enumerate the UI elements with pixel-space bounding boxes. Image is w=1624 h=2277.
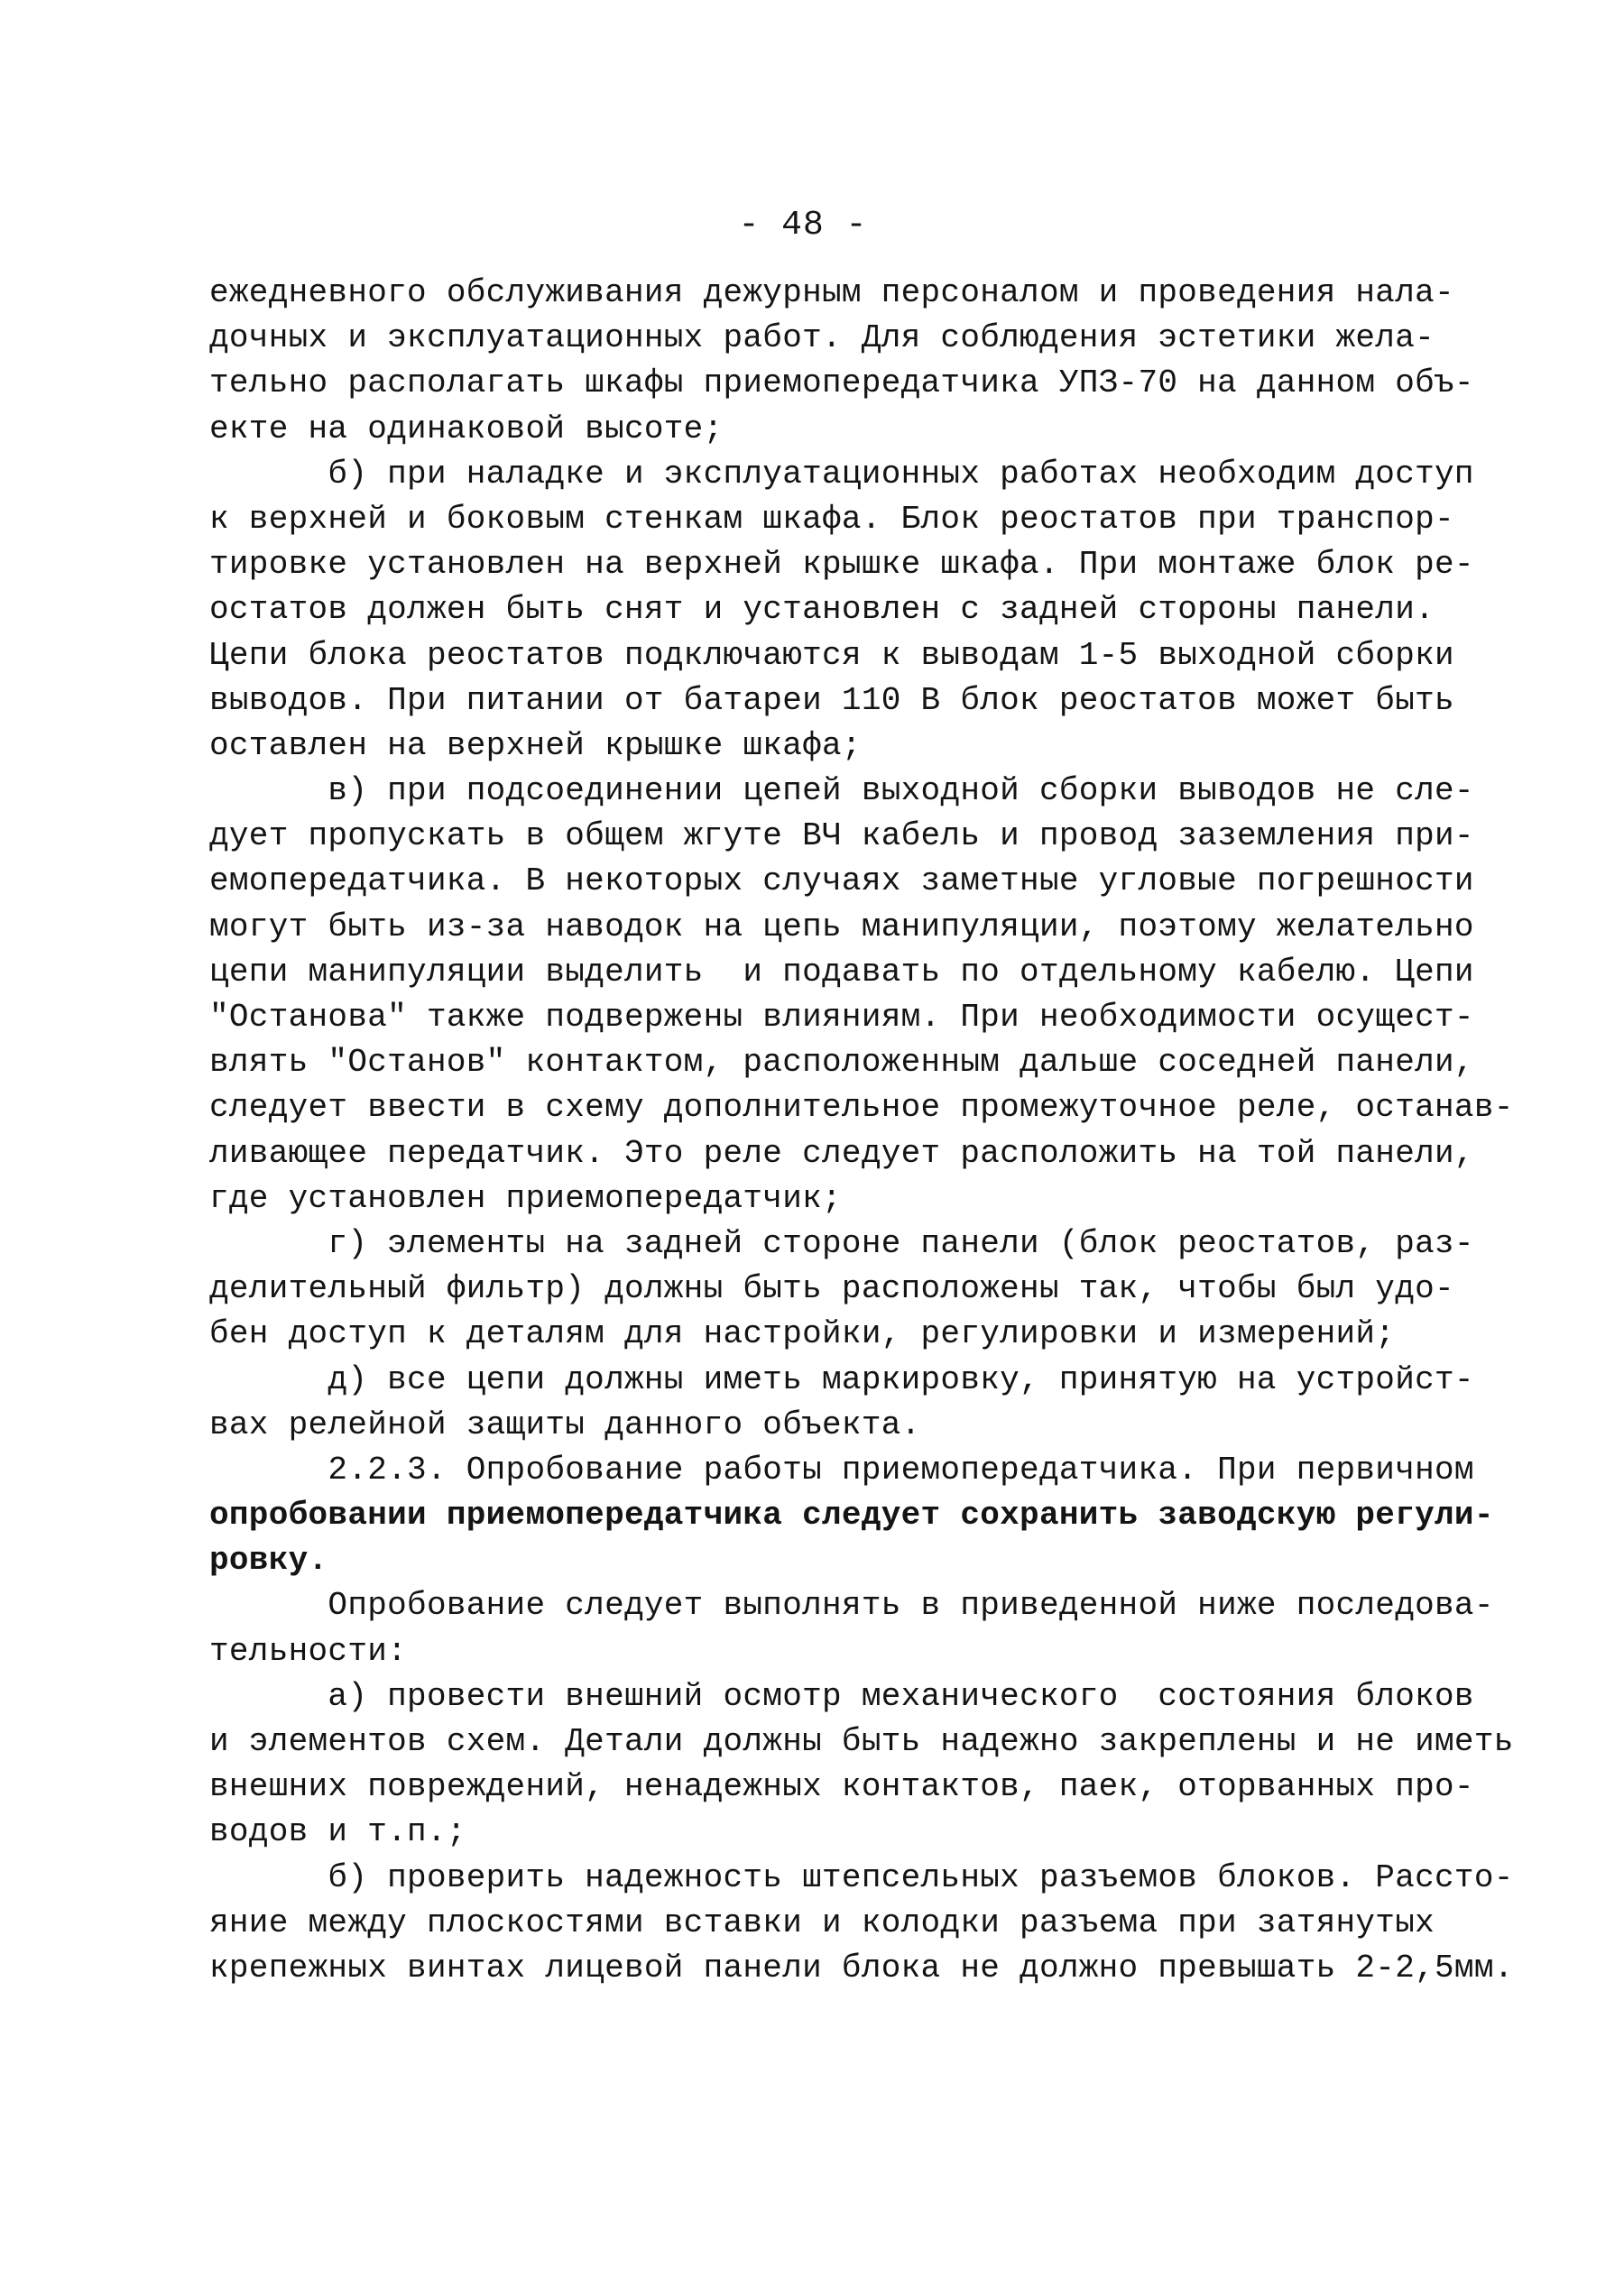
text-line: б) проверить надежность штепсельных разъемов блоков. Рассто- [209, 1858, 1514, 1896]
text-line: емопередатчика. В некоторых случаях заметные угловые погрешности [209, 862, 1474, 900]
text-line: "Останова" также подвержены влияниям. При необходимости осущест- [209, 999, 1474, 1036]
text-line: г) элементы на задней стороне панели (блок реостатов, раз- [209, 1224, 1474, 1262]
text-line: б) при наладке и эксплуатационных работах необходим доступ [209, 455, 1474, 493]
text-line: 2.2.3. Опробование работы приемопередатчика. При первичном [209, 1451, 1474, 1489]
text-line: Опробование следует выполнять в приведенной ниже последова- [209, 1587, 1494, 1625]
text-line: оставлен на верхней крышке шкафа; [209, 726, 862, 764]
text-line: к верхней и боковым стенкам шкафа. Блок реостатов при транспор- [209, 500, 1454, 538]
text-line: опробовании приемопередатчика следует сохранить заводскую регули- [209, 1497, 1494, 1535]
text-line: крепежных винтах лицевой панели блока не должно превышать 2-2,5мм. [209, 1949, 1514, 1987]
text-line: внешних повреждений, ненадежных контактов, паек, оторванных про- [209, 1768, 1474, 1806]
text-line: следует ввести в схему дополнительное промежуточное реле, останав- [209, 1089, 1514, 1127]
text-line: в) при подсоединении цепей выходной сборки выводов не сле- [209, 772, 1474, 810]
text-line: екте на одинаковой высоте; [209, 410, 724, 447]
text-line: тельно располагать шкафы приемопередатчика УПЗ-70 на данном объ- [209, 364, 1474, 402]
text-line: а) провести внешний осмотр механического состояния блоков [209, 1677, 1474, 1715]
text-line: и элементов схем. Детали должны быть надежно закреплены и не иметь [209, 1723, 1514, 1760]
text-line: ровку. [209, 1542, 328, 1580]
text-line: где установлен приемопередатчик; [209, 1179, 842, 1217]
text-line: яние между плоскостями вставки и колодки разъема при затянутых [209, 1904, 1435, 1941]
text-line: вах релейной защиты данного объекта. [209, 1406, 921, 1443]
text-line: цепи манипуляции выделить и подавать по отдельному кабелю. Цепи [209, 953, 1474, 991]
text-line: тельности: [209, 1632, 408, 1670]
text-line: ежедневного обслуживания дежурным персоналом и проведения нала- [209, 274, 1454, 311]
text-line: выводов. При питании от батареи 110 В блок реостатов может быть [209, 681, 1454, 719]
text-line: дует пропускать в общем жгуте ВЧ кабель и провод заземления при- [209, 817, 1474, 855]
text-line: Цепи блока реостатов подключаются к выводам 1-5 выходной сборки [209, 636, 1454, 674]
text-line: ливающее передатчик. Это реле следует расположить на той панели, [209, 1134, 1474, 1172]
text-line: д) все цепи должны иметь маркировку, принятую на устройст- [209, 1360, 1474, 1398]
text-line: водов и т.п.; [209, 1813, 466, 1851]
text-line: могут быть из-за наводок на цепь манипуляции, поэтому желательно [209, 908, 1474, 945]
text-line: бен доступ к деталям для настройки, регулировки и измерений; [209, 1315, 1396, 1353]
page-number: - 48 - [738, 206, 868, 244]
text-line: влять "Останов" контактом, расположенным дальше соседней панели, [209, 1044, 1474, 1082]
text-line: дочных и эксплуатационных работ. Для соблюдения эстетики жела- [209, 319, 1435, 357]
text-line: тировке установлен на верхней крышке шкафа. При монтаже блок ре- [209, 546, 1474, 584]
body-text [209, 271, 1514, 1991]
text-line: делительный фильтр) должны быть расположены так, чтобы был удо- [209, 1270, 1454, 1308]
text-line: остатов должен быть снят и установлен с задней стороны панели. [209, 591, 1435, 629]
